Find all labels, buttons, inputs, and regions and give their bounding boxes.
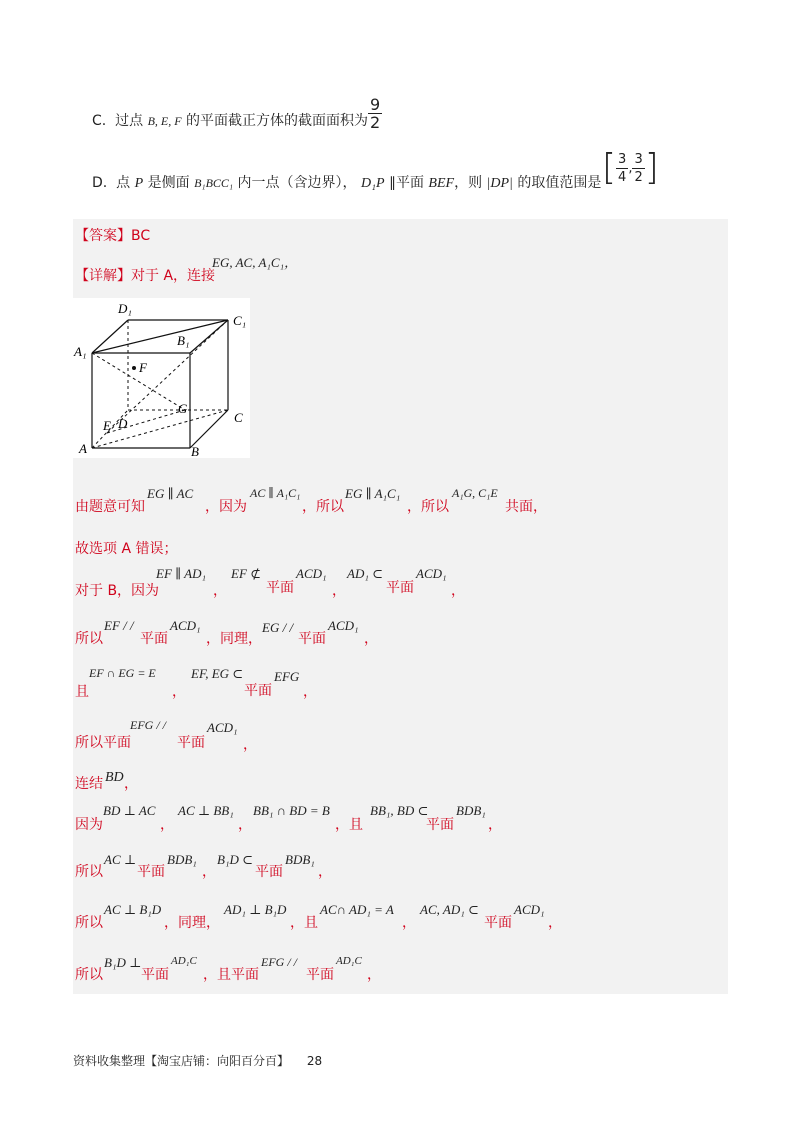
option-c-fraction: $\frac{9}{2}$ [370,95,381,132]
detail-math [212,252,297,271]
l1-d: ，所以 [407,499,449,515]
l10-e: 平面 [484,915,512,931]
l11-c: ，且平面 [203,967,259,983]
l10-c: ，且 [290,915,318,931]
l9-a: 所以 [75,864,103,880]
l3-d: ， [332,583,346,599]
label-c1: C₁ [233,313,247,328]
l3-f: ， [451,583,465,599]
l5-m2: EF, EG ⊂ [191,666,244,681]
label-b1: B₁ [177,333,190,348]
l8-d: ，且 [335,817,363,833]
l3-b: ， [213,583,227,599]
l3-m4: AD₁ ⊂ [347,566,383,581]
l8-m3: BB₁ ∩ BD = B [253,803,330,818]
l4-c: ，同理， [206,631,262,647]
option-d-d1p: D₁P [360,176,385,191]
option-d-text: 点 [116,175,131,191]
l1-m3: EG ∥ A₁C₁ [345,486,401,501]
option-d-label: D. [92,175,108,191]
option-c [92,110,368,130]
l4-m1: EF / / [104,618,134,633]
l11-e: ， [367,967,381,983]
solution-line-1 [75,496,145,516]
option-d-text4: ∥平面 [388,175,424,191]
label-g: G [178,401,188,416]
label-f: F [139,360,147,375]
l8-m2: AC ⊥ BB₁ [178,803,234,818]
answer-tag: 【答案】 [75,228,131,244]
l6-m1: EFG / / [130,718,166,732]
l11-m4: AD₁C [336,955,362,967]
option-d-bef: BEF [428,176,455,191]
l9-m3: B₁D ⊂ [217,852,253,867]
l10-m5: ACD₁ [514,902,545,917]
option-c-points: B, E, F [147,114,182,128]
l3-m3: ACD₁ [296,566,327,581]
l11-m3: EFG / / [261,955,297,969]
l8-c: ， [238,817,252,833]
l3-c: 平面 [266,580,294,596]
l5-m3: EFG [274,669,300,684]
answer-value: BC [131,228,151,244]
l10-f: ， [548,915,562,931]
option-d-face: B₁BCC₁ [194,176,234,190]
label-a1: A₁ [74,344,87,359]
label-b: B [191,444,199,458]
l11-a: 所以 [75,967,103,983]
cube-figure [73,298,250,458]
detail-line [75,265,215,285]
l1-m1: EG ∥ AC [147,486,194,501]
l8-f: ， [488,817,502,833]
answer-line [75,225,150,245]
option-d-text3: 内一点（含边界）， [237,175,357,191]
l4-m3: EG / / [262,620,294,635]
point-f [132,366,136,370]
detail-tail: ， [284,255,298,270]
cube-diagram [73,298,250,458]
page-number: 28 [306,1054,323,1068]
l4-a: 所以 [75,631,103,647]
l8-m4: BB₁, BD ⊂ [370,803,429,818]
l10-m4: AC, AD₁ ⊂ [420,902,479,917]
l4-b: 平面 [140,631,168,647]
l1-m2: AC ∥ A₁C₁ [250,486,301,500]
l7-b: ， [124,776,138,792]
l7-a: 连结 [75,776,103,792]
l1-a: 由题意可知 [75,499,145,515]
l3-m2: EF ⊄ [231,566,262,581]
l5-a: 且 [75,684,89,700]
l7-m1: BD [105,770,124,785]
range-a-den: 4 [618,169,627,185]
l8-e: 平面 [426,817,454,833]
l1-b: ，因为 [205,499,247,515]
l3-m1: EF ∥ AD₁ [156,566,207,581]
option-c-text2: 的平面截正方体的截面面积为 [186,113,369,129]
detail-math-text: EG, AC, A₁C₁ [212,255,285,270]
l6-a: 所以平面 [75,735,131,751]
l9-e: ， [318,864,332,880]
range-b-num: 3 [634,151,643,167]
l5-d: ， [303,684,317,700]
l11-m1: B₁D ⊥ [104,955,142,970]
l9-b: 平面 [137,864,165,880]
l6-c: ， [243,737,257,753]
l9-c: ， [202,864,216,880]
range-a-num: 3 [618,151,627,167]
option-c-label: C. [92,113,107,129]
l5-m1: EF ∩ EG = E [89,666,156,680]
l4-m4: ACD₁ [328,618,359,633]
label-e: E [103,418,111,433]
l10-m1: AC ⊥ B₁D [104,902,162,917]
l6-m2: ACD₁ [207,720,238,735]
l11-d: 平面 [306,967,334,983]
option-d-text6: 的取值范围是 [517,175,602,191]
l9-d: 平面 [255,864,283,880]
l11-m2: AD₁C [171,955,197,967]
l10-a: 所以 [75,915,103,931]
l9-m4: BDB₁ [285,852,315,867]
l8-m5: BDB₁ [456,803,486,818]
l8-a: 因为 [75,817,103,833]
option-d-text5: ，则 [454,175,483,191]
l1-m4: A₁G, C₁E [452,486,498,500]
l3-a: 对于 B，因为 [75,583,160,599]
footer-text: 资料收集整理【淘宝店铺：向阳百分百】 [73,1054,290,1068]
label-c: C [234,410,243,425]
l8-m1: BD ⊥ AC [103,803,156,818]
l1-e: 共面， [505,499,547,515]
label-a: A [79,441,87,456]
solution-line-2: 故选项 A 错误； [75,541,178,557]
label-d: D [118,416,128,431]
l9-m2: BDB₁ [167,852,197,867]
l8-b: ， [160,817,174,833]
option-c-text: 过点 [115,113,144,129]
l4-e: ， [364,631,378,647]
l6-b: 平面 [177,735,205,751]
range-b-den: 2 [634,169,643,185]
l10-m2: AD₁ ⊥ B₁D [224,902,287,917]
option-d-range: [ $\frac{3}{4}$ , $\frac{3}{2}$ ] [602,147,659,188]
detail-tag: 【详解】 [75,268,131,284]
l10-d: ， [402,915,416,931]
option-d-point-p: P [134,176,144,191]
l4-d: 平面 [298,631,326,647]
l3-e: 平面 [386,580,414,596]
label-d1: D₁ [118,301,132,316]
option-d-text2: 是侧面 [147,175,190,191]
detail-text: 对于 A，连接 [131,268,216,284]
l11-b: 平面 [141,967,169,983]
l10-m3: AC∩ AD₁ = A [320,902,394,917]
l5-c: 平面 [244,683,272,699]
page-footer [73,1052,322,1069]
option-d [92,172,601,192]
l4-m2: ACD₁ [170,618,201,633]
l1-c: ，所以 [302,499,344,515]
option-d-dp: |DP| [486,176,513,191]
l5-b: ， [172,684,186,700]
l10-b: ，同理， [164,915,220,931]
l9-m1: AC ⊥ [104,852,137,867]
l3-m5: ACD₁ [416,566,447,581]
